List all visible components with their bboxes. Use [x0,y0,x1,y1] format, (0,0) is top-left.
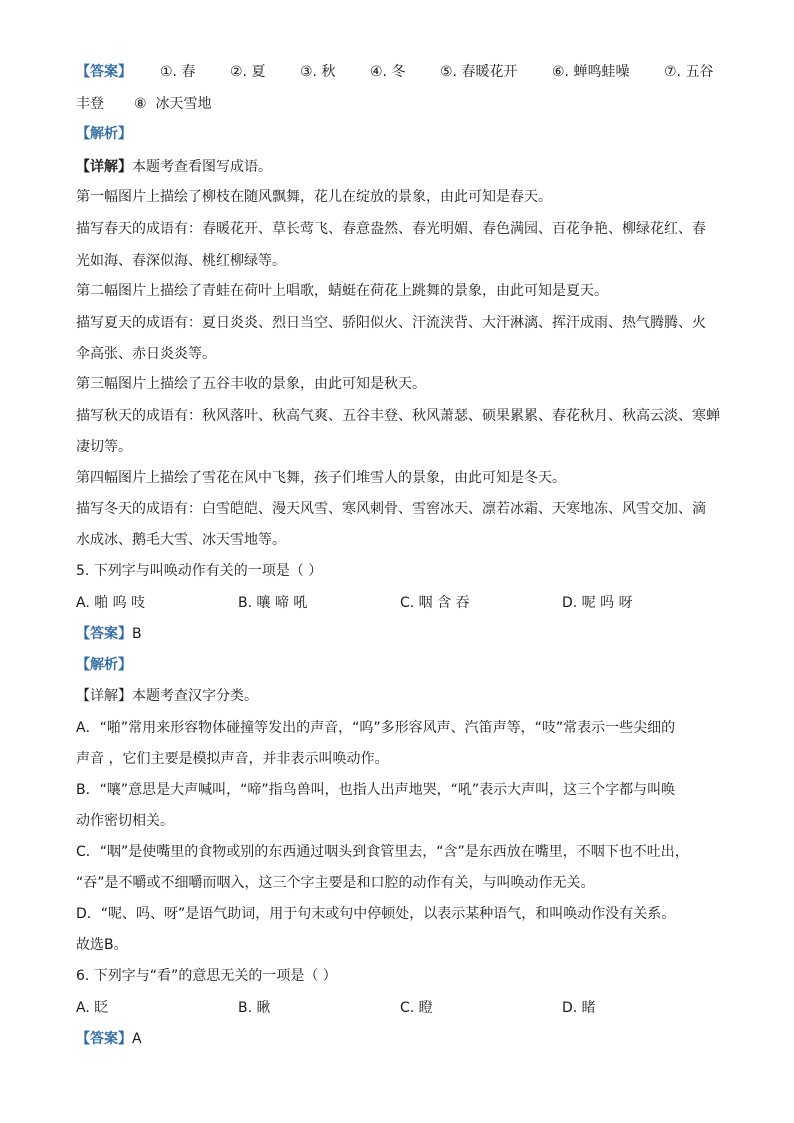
text-line: 故选B。 [76,937,128,953]
text-line: 伞高张、赤日炎炎等。 [76,346,216,362]
answer-item-7: ⑦. 五谷 [664,64,714,80]
answer-item-2: ②. 夏 [230,64,266,80]
text-line: 声音 ，它们主要是模拟声音，并非表示叫唤动作。 [76,751,389,767]
q6-option-c: C. 瞪 [400,1000,433,1016]
answer-item-5: ⑤. 春暖花开 [440,64,518,80]
text-line: 第四幅图片上描绘了雪花在风中飞舞，孩子们堆雪人的景象，由此可知是冬天。 [76,470,566,486]
q5-analysis-tag: 【解析】 [76,657,132,673]
text-line: C．“咽”是使嘴里的食物或别的东西通过咽头到食管里去，“含”是东西放在嘴里，不咽下也不吐出， [76,844,689,860]
q5-option-b: B. 嚷 啼 吼 [238,595,308,611]
text-line: 描写秋天的成语有：秋风落叶、秋高气爽、五谷丰登、秋风萧瑟、硕果累累、春花秋月、秋高云淡、寒蝉 [76,408,720,424]
text-line: 描写春天的成语有：春暖花开、草长莺飞、春意盎然、春光明媚、春色满园、百花争艳、柳绿花红、春 [76,221,706,237]
q5-option-c: C. 咽 含 吞 [400,595,470,611]
text-line: B．“嚷”意思是大声喊叫，“啼”指鸟兽叫，也指人出声地哭，“吼”表示大声叫，这三个字都与叫唤 [76,782,676,798]
q5-answer: 【答案】B [76,626,142,642]
text-line: 描写冬天的成语有：白雪皑皑、漫天风雪、寒风刺骨、雪窖冰天、凛若冰霜、天寒地冻、风雪交加、滴 [76,501,706,517]
text-line: A．“啪”常用来形容物体碰撞等发出的声音，“呜”多形容风声、汽笛声等，“吱”常表示一些尖细的 [76,720,676,736]
text-line: 动作密切相关。 [76,813,174,829]
text-line: 水成冰、鹅毛大雪、冰天雪地等。 [76,532,286,548]
q5-option-d: D. 呢 吗 呀 [562,595,633,611]
text-line: 凄切等。 [76,439,132,455]
text-line: 描写夏天的成语有：夏日炎炎、烈日当空、骄阳似火、汗流浃背、大汗淋漓、挥汗成雨、热气腾腾、火 [76,315,706,331]
text-line: “吞”是不嚼或不细嚼而咽入，这三个字主要是和口腔的动作有关，与叫唤动作无关。 [76,875,595,891]
q6-option-a: A. 眨 [76,1000,109,1016]
answer-item-8: ⑧ 冰天雪地 [134,96,212,112]
answer-line-2: 丰登 [76,96,104,112]
text-line: 第三幅图片上描绘了五谷丰收的景象，由此可知是秋天。 [76,376,426,392]
answer-item-3: ③. 秋 [300,64,336,80]
text-line: D．“呢、吗、呀”是语气助词，用于句末或句中停顿处，以表示某种语气，和叫唤动作没有关系。 [76,906,676,922]
q5-option-a: A. 啪 呜 吱 [76,595,146,611]
answer-item-1: ①. 春 [160,64,196,80]
answer-item-4: ④. 冬 [370,64,406,80]
question-5-stem: 5. 下列字与叫唤动作有关的一项是（ ） [76,563,323,579]
analysis-tag: 【解析】 [76,126,132,142]
q6-answer: 【答案】A [76,1031,142,1047]
q5-detail-line: 【详解】本题考查汉字分类。 [76,688,258,704]
detail-line: 【详解】本题考查看图写成语。 [76,159,272,175]
answer-item-6: ⑥. 蝉鸣蛙噪 [552,64,630,80]
text-line: 第二幅图片上描绘了青蛙在荷叶上唱歌，蜻蜓在荷花上跳舞的景象，由此可知是夏天。 [76,283,608,299]
question-6-stem: 6. 下列字与“看”的意思无关的一项是（ ） [76,968,337,984]
q6-option-b: B. 瞅 [238,1000,271,1016]
q6-option-d: D. 睹 [562,1000,596,1016]
answer-tag: 【答案】 [76,64,132,80]
text-line: 光如海、春深似海、桃红柳绿等。 [76,253,286,269]
text-line: 第一幅图片上描绘了柳枝在随风飘舞，花儿在绽放的景象，由此可知是春天。 [76,189,552,205]
